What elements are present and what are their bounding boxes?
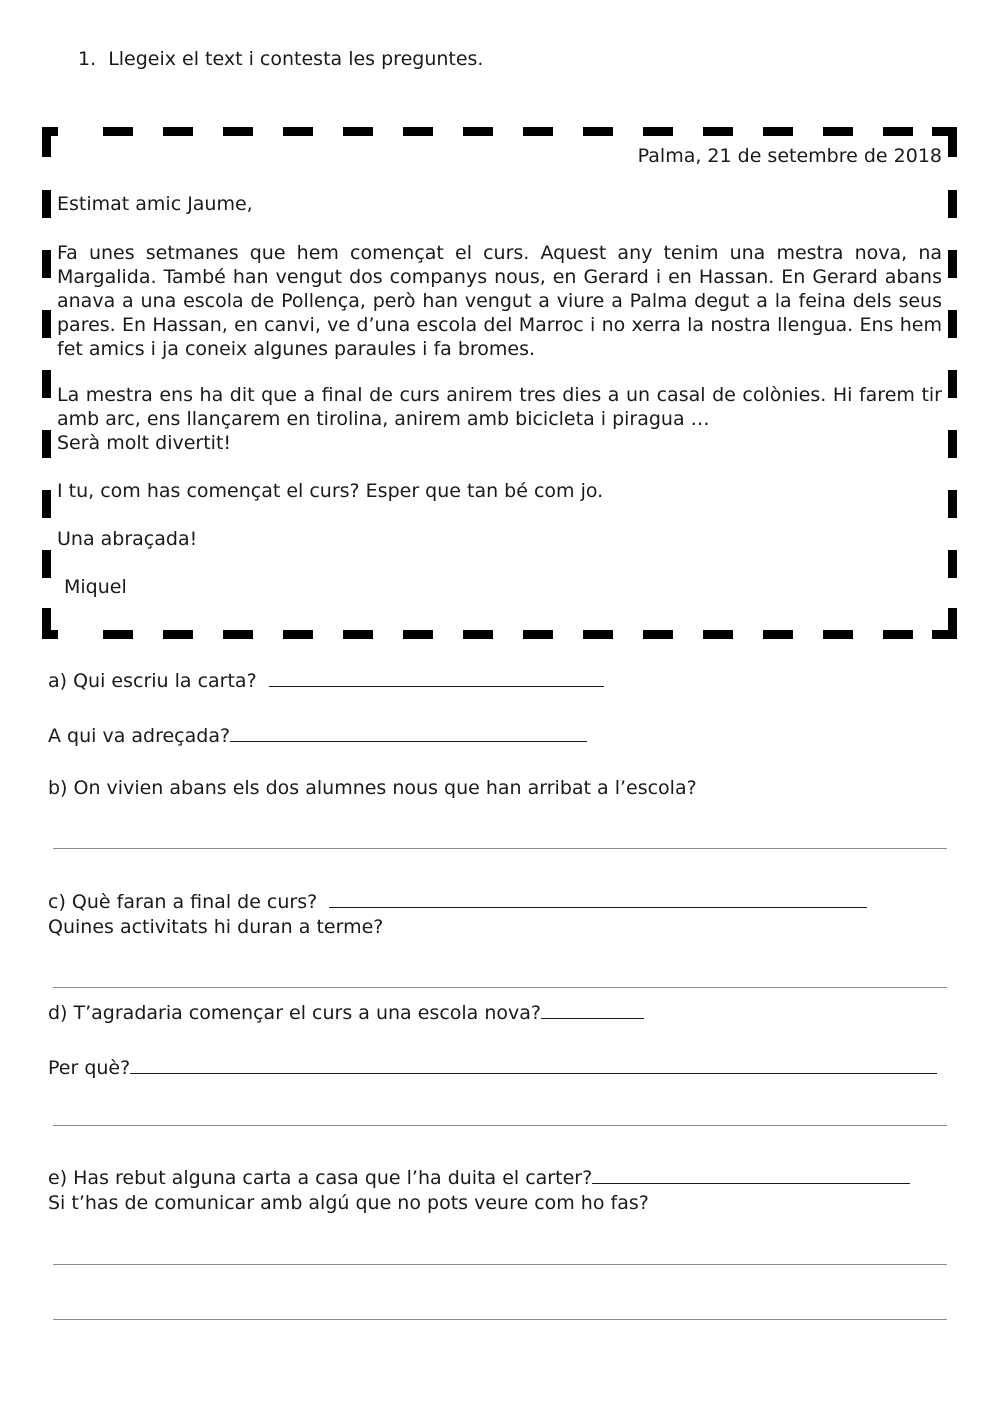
frame-dash-top <box>403 127 433 136</box>
letter-date: Palma, 21 de setembre de 2018 <box>637 145 942 167</box>
letter-paragraph-3: I tu, com has començat el curs? Esper que tan bé com jo. <box>57 480 604 502</box>
frame-dash-side <box>948 370 957 398</box>
frame-dash-top <box>463 127 493 136</box>
frame-dash-side <box>42 550 51 578</box>
question-e-text: e) Has rebut alguna carta a casa que l’ha duita el carter? <box>48 1167 593 1189</box>
frame-dash-bottom <box>163 630 193 639</box>
frame-dash-top <box>643 127 673 136</box>
frame-corner <box>42 127 51 157</box>
frame-dash-bottom <box>103 630 133 639</box>
question-c2-text: Quines activitats hi duran a terme? <box>48 916 384 938</box>
question-c-end-of-course <box>48 887 867 914</box>
instruction-text: Llegeix el text i contesta les preguntes. <box>108 48 484 70</box>
question-d-text: d) T’agradaria començar el curs a una escola nova? <box>48 1002 541 1024</box>
frame-dash-top <box>703 127 733 136</box>
frame-dash-top <box>583 127 613 136</box>
frame-dash-bottom <box>223 630 253 639</box>
frame-dash-side <box>948 490 957 518</box>
answer-a1-blank[interactable] <box>269 666 604 687</box>
question-a-addressee <box>48 721 587 748</box>
question-d2-text: Per què? <box>48 1057 131 1079</box>
frame-dash-side <box>42 490 51 518</box>
frame-dash-top <box>523 127 553 136</box>
frame-corner <box>42 608 51 639</box>
frame-dash-side <box>42 430 51 458</box>
question-d-new-school <box>48 998 644 1025</box>
letter-closing: Una abraçada! <box>57 528 198 550</box>
frame-dash-side <box>42 370 51 398</box>
frame-dash-side <box>948 190 957 218</box>
frame-dash-bottom <box>643 630 673 639</box>
frame-corner <box>948 608 957 639</box>
frame-dash-side <box>42 190 51 218</box>
frame-dash-side <box>948 550 957 578</box>
question-c-text: c) Què faran a final de curs? <box>48 891 318 913</box>
letter-greeting: Estimat amic Jaume, <box>57 193 253 215</box>
frame-dash-bottom <box>403 630 433 639</box>
letter-paragraph-1: Fa unes setmanes que hem començat el curs. Aquest any tenim una mestra nova, na Margalida. També han vengut dos companys nous, en Gerard i en Hassan. En Gerard abans anava a una escola de Pollença, però han vengut a viure a Palma degut a la feina dels seus pares. En Hassan, en canvi, ve d’una escola del Marroc i no xerra la nostra llengua. Ens hem fet amics i ja coneix algunes paraules i fa bromes. <box>57 242 942 360</box>
frame-dash-top <box>883 127 913 136</box>
question-e2-text: Si t’has de comunicar amb algú que no pots veure com ho fas? <box>48 1192 649 1214</box>
answer-c-line[interactable] <box>53 987 947 988</box>
frame-dash-side <box>42 310 51 338</box>
frame-corner <box>948 127 957 157</box>
letter-signature: Miquel <box>64 576 127 598</box>
frame-dash-top <box>343 127 373 136</box>
answer-d2-blank[interactable] <box>130 1053 937 1074</box>
instruction-number: 1. <box>78 48 97 70</box>
question-a-text: a) Qui escriu la carta? <box>48 670 257 692</box>
frame-dash-bottom <box>883 630 913 639</box>
frame-dash-top <box>763 127 793 136</box>
answer-d-line[interactable] <box>53 1125 947 1126</box>
frame-dash-side <box>948 250 957 278</box>
answer-e-line-1[interactable] <box>53 1264 947 1265</box>
question-a-who-writes <box>48 666 604 693</box>
letter-paragraph-2-end: Serà molt divertit! <box>57 432 232 454</box>
frame-dash-bottom <box>283 630 313 639</box>
letter-paragraph-2: La mestra ens ha dit que a final de curs anirem tres dies a un casal de colònies. Hi farem tir amb arc, ens llançarem en tirolina, anirem amb bicicleta i piragua … <box>57 384 942 430</box>
frame-dash-side <box>42 250 51 278</box>
frame-dash-side <box>948 430 957 458</box>
frame-dash-bottom <box>523 630 553 639</box>
answer-e-line-2[interactable] <box>53 1319 947 1320</box>
frame-dash-top <box>163 127 193 136</box>
frame-dash-top <box>283 127 313 136</box>
frame-dash-top <box>103 127 133 136</box>
frame-dash-bottom <box>343 630 373 639</box>
frame-dash-top <box>223 127 253 136</box>
frame-dash-bottom <box>763 630 793 639</box>
frame-dash-bottom <box>583 630 613 639</box>
answer-c1-blank[interactable] <box>329 887 867 908</box>
answer-e1-blank[interactable] <box>592 1163 910 1184</box>
question-e-letter <box>48 1163 910 1190</box>
answer-b-line[interactable] <box>53 848 947 849</box>
frame-dash-top <box>823 127 853 136</box>
frame-dash-bottom <box>823 630 853 639</box>
frame-dash-bottom <box>463 630 493 639</box>
question-b-text: b) On vivien abans els dos alumnes nous que han arribat a l’escola? <box>48 777 697 799</box>
answer-a2-blank[interactable] <box>230 721 587 742</box>
question-a2-text: A qui va adreçada? <box>48 725 231 747</box>
frame-dash-bottom <box>703 630 733 639</box>
answer-d1-blank[interactable] <box>541 998 644 1019</box>
frame-dash-side <box>948 310 957 338</box>
question-d-why <box>48 1053 937 1080</box>
